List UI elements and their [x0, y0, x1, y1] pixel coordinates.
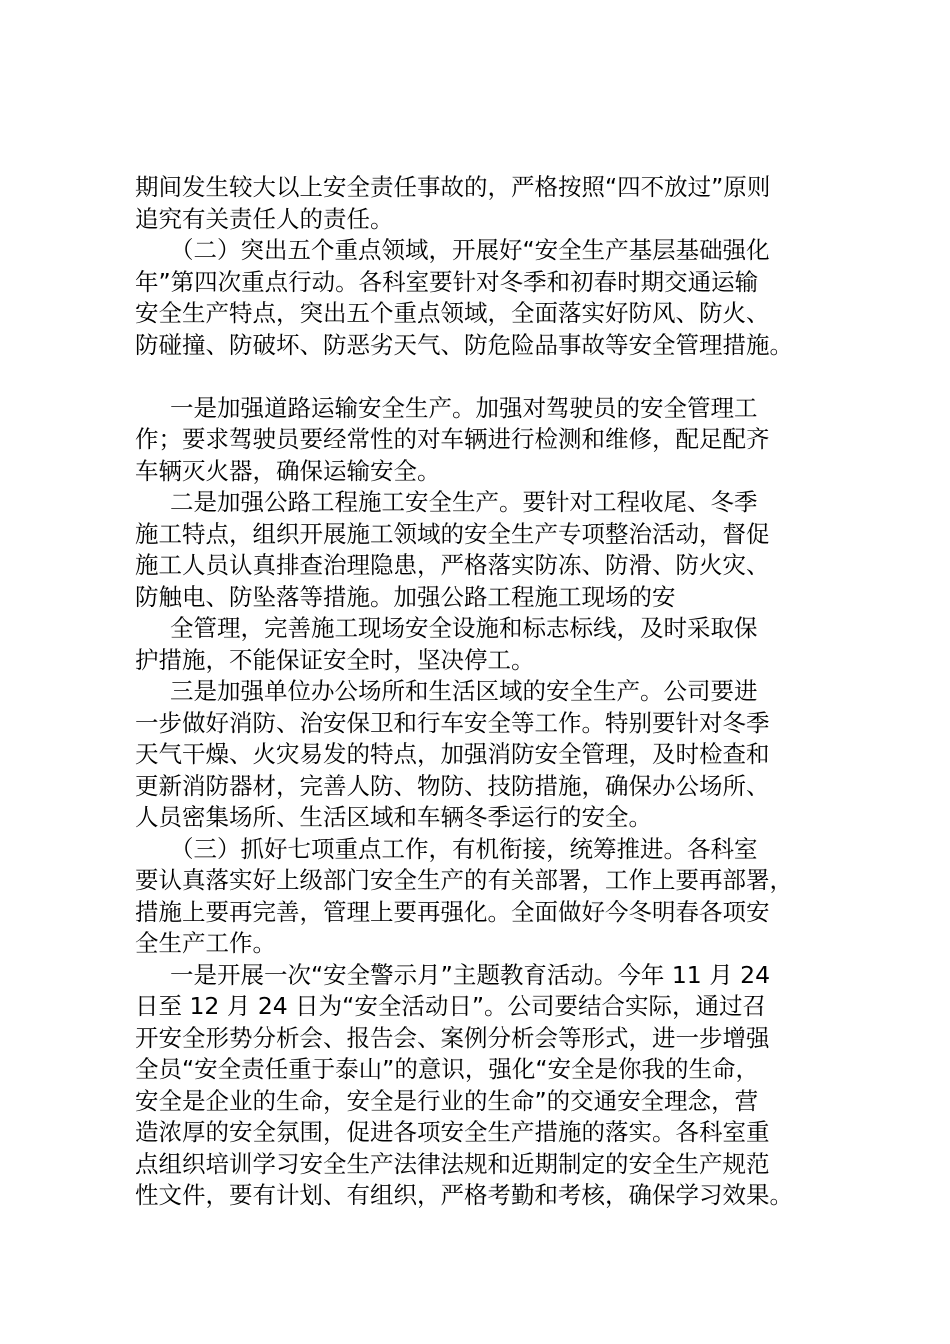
paragraph-start-line: 一是开展一次“安全警示月”主题教育活动。今年 11 月 24 — [170, 960, 771, 989]
text-line: 要认真落实好上级部门安全生产的有关部署，工作上要再部署， — [135, 866, 793, 894]
text-line: 人员密集场所、生活区域和车辆冬季运行的安全。 — [135, 803, 652, 831]
text-line: 全员“安全责任重于泰山”的意识，强化“安全是你我的生命， — [135, 1055, 760, 1083]
text-line: 性文件，要有计划、有组织，严格考勤和考核，确保学习效果。 — [135, 1181, 793, 1209]
text-line: 全管理，完善施工现场安全设施和标志标线，及时采取保 — [170, 614, 758, 642]
text-line: 年”第四次重点行动。各科室要针对冬季和初春时期交通运输 — [135, 267, 759, 296]
paragraph-start-line: 一是加强道路运输安全生产。加强对驾驶员的安全管理工 — [170, 393, 758, 422]
text-line: 车辆灭火器，确保运输安全。 — [135, 456, 441, 485]
text-line: 防碰撞、防破坏、防恶劣天气、防危险品事故等安全管理措施。 — [135, 330, 793, 359]
text-line: 一步做好消防、治安保卫和行车安全等工作。特别要针对冬季 — [135, 708, 770, 737]
text-line: 开安全形势分析会、报告会、案例分析会等形式，进一步增强 — [135, 1023, 770, 1052]
text-line: 防触电、防坠落等措施。加强公路工程施工现场的安 — [135, 582, 676, 611]
text-line: 更新消防器材，完善人防、物防、技防措施，确保办公场所、 — [135, 771, 770, 800]
text-line: 全生产工作。 — [135, 929, 276, 957]
blank-line — [135, 361, 835, 393]
text-line: 点组织培训学习安全生产法律法规和近期制定的安全生产规范 — [135, 1149, 770, 1178]
text-line: 安全生产特点，突出五个重点领域，全面落实好防风、防火、 — [135, 299, 770, 327]
text-line: 护措施，不能保证安全时，坚决停工。 — [135, 645, 535, 674]
document-body — [135, 172, 835, 1212]
paragraph-start-line: 二是加强公路工程施工安全生产。要针对工程收尾、冬季 — [170, 488, 758, 516]
text-line: 造浓厚的安全氛围，促进各项安全生产措施的落实。各科室重 — [135, 1118, 770, 1146]
text-line: 措施上要再完善，管理上要再强化。全面做好今冬明春各项安 — [135, 897, 770, 926]
text-line: 期间发生较大以上安全责任事故的，严格按照“四不放过”原则 — [135, 173, 771, 201]
text-line: 施工人员认真排查治理隐患，严格落实防冻、防滑、防火灾、 — [135, 551, 770, 579]
section-heading-line: （二）突出五个重点领域，开展好“安全生产基层基础强化 — [170, 236, 770, 264]
text-line: 天气干燥、火灾易发的特点，加强消防安全管理，及时检查和 — [135, 740, 770, 768]
text-line: 日至 12 月 24 日为“安全活动日”。公司要结合实际，通过召 — [135, 992, 767, 1020]
paragraph-start-line: 三是加强单位办公场所和生活区域的安全生产。公司要进 — [170, 677, 758, 705]
text-line: 作；要求驾驶员要经常性的对车辆进行检测和维修，配足配齐 — [135, 425, 770, 453]
text-line: 施工特点，组织开展施工领域的安全生产专项整治活动，督促 — [135, 519, 770, 548]
text-line: 追究有关责任人的责任。 — [135, 204, 394, 233]
text-line: 安全是企业的生命，安全是行业的生命”的交通安全理念，营 — [135, 1086, 759, 1115]
section-heading-line: （三）抓好七项重点工作，有机衔接，统筹推进。各科室 — [170, 834, 758, 863]
